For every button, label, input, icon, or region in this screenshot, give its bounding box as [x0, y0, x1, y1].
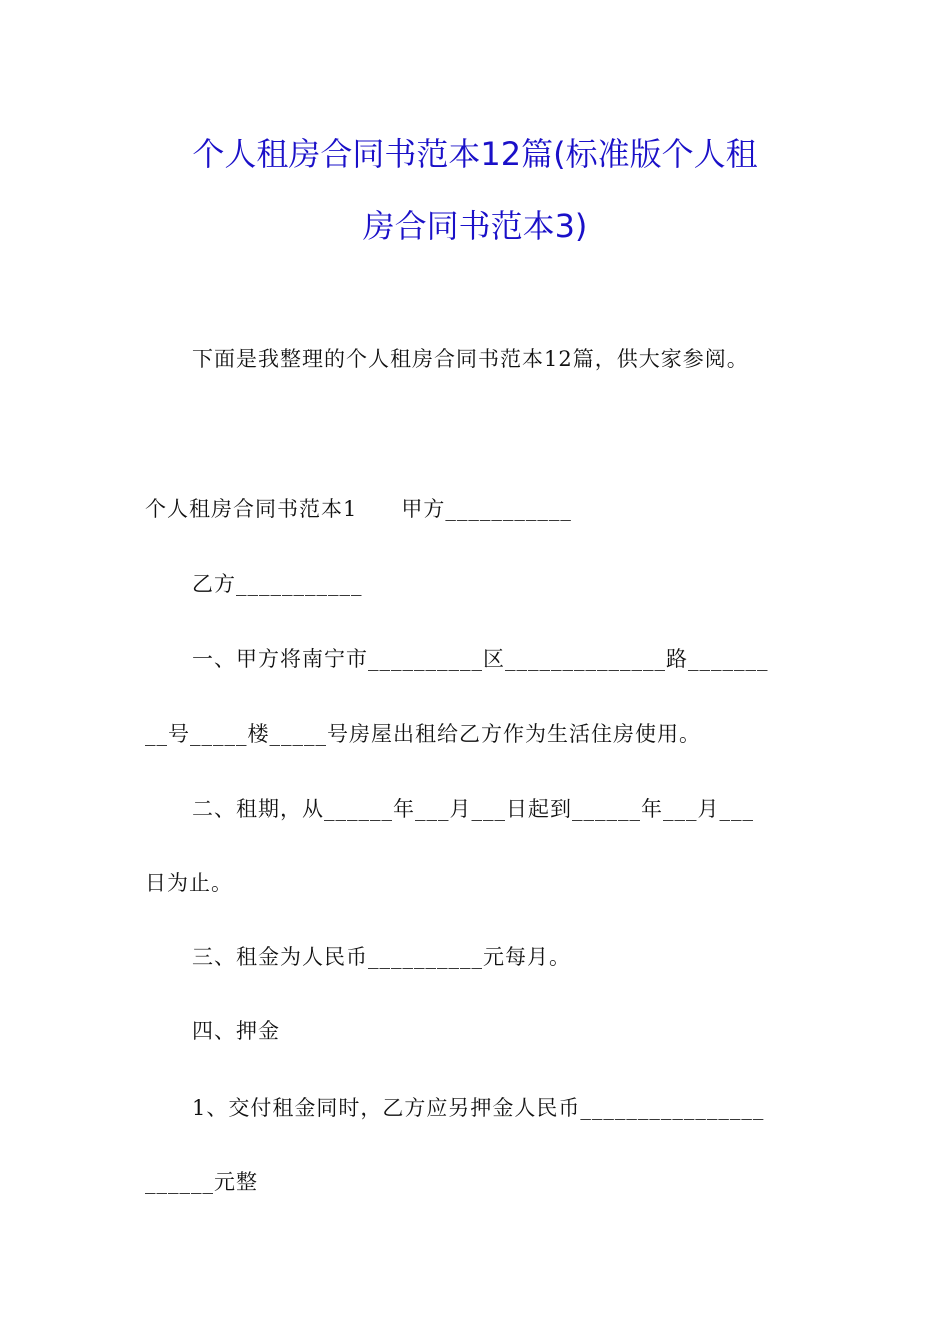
clause-4-heading: 四、押金	[192, 1019, 280, 1043]
contract-heading-party-a: 个人租房合同书范本1 甲方___________	[145, 497, 572, 521]
party-b-line: 乙方___________	[192, 572, 363, 596]
clause-4-item-1-line-2: ______元整	[145, 1170, 258, 1194]
clause-1-line-1: 一、甲方将南宁市__________区______________路_______	[192, 647, 769, 671]
clause-2-line-2: 日为止。	[145, 871, 233, 895]
intro-paragraph: 下面是我整理的个人租房合同书范本12篇，供大家参阅。	[192, 347, 749, 371]
document-title-line-1: 个人租房合同书范本12篇(标准版个人租	[192, 135, 758, 173]
clause-3-line: 三、租金为人民币__________元每月。	[192, 945, 571, 969]
clause-1-line-2: __号_____楼_____号房屋出租给乙方作为生活住房使用。	[145, 722, 701, 746]
clause-2-line-1: 二、租期，从______年___月___日起到______年___月___	[192, 797, 754, 821]
document-title-line-2: 房合同书范本3)	[362, 207, 588, 245]
clause-4-item-1-line-1: 1、交付租金同时，乙方应另押金人民币________________	[192, 1096, 765, 1120]
